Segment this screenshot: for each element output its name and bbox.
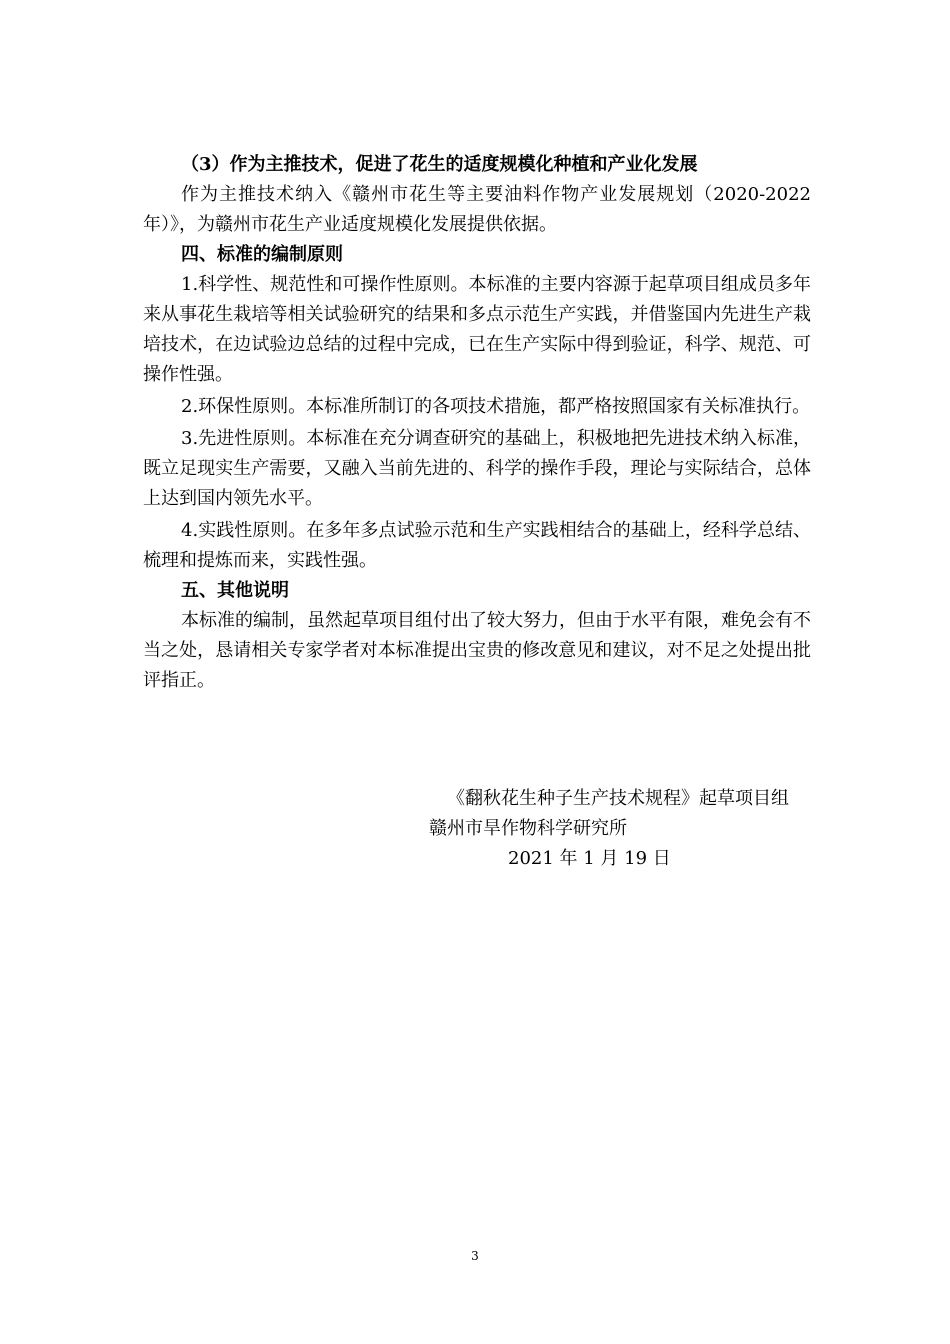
signature-drafting-group: 《翻秋花生种子生产技术规程》起草项目组 [447,788,789,809]
paragraph-principle-2: 2.环保性原则。本标准所制订的各项技术措施，都严格按照国家有关标准执行。 [181,396,811,417]
paragraph-plan-inclusion: 作为主推技术纳入《赣州市花生等主要油料作物产业发展规划（2020-2022年）》，为赣州市花生产业适度规模化发展提供依据。 [143,184,811,235]
paragraph-principle-3: 3.先进性原则。本标准在充分调查研究的基础上，积极地把先进技术纳入标准，既立足现实生产需要，又融入当前先进的、科学的操作手段，理论与实际结合，总体上达到国内领先水平。 [143,428,811,509]
signature-date: 2021 年 1 月 19 日 [508,848,671,869]
signature-organization: 赣州市旱作物科学研究所 [429,818,627,839]
document-body [143,150,811,696]
section-heading-other-notes: 五、其他说明 [181,580,289,601]
section-heading-principles: 四、标准的编制原则 [181,244,343,265]
section-heading-3: （3）作为主推技术，促进了花生的适度规模化种植和产业化发展 [181,154,698,175]
paragraph-principle-4: 4.实践性原则。在多年多点试验示范和生产实践相结合的基础上，经科学总结、梳理和提炼而来，实践性强。 [143,520,811,571]
paragraph-other-notes: 本标准的编制，虽然起草项目组付出了较大努力，但由于水平有限，难免会有不当之处，恳请相关专家学者对本标准提出宝贵的修改意见和建议，对不足之处提出批评指正。 [143,610,811,691]
page-number: 3 [471,1249,479,1263]
paragraph-principle-1: 1.科学性、规范性和可操作性原则。本标准的主要内容源于起草项目组成员多年来从事花生栽培等相关试验研究的结果和多点示范生产实践，并借鉴国内先进生产栽培技术，在边试验边总结的过程中完成，已在生产实际中得到验证，科学、规范、可操作性强。 [143,274,811,385]
